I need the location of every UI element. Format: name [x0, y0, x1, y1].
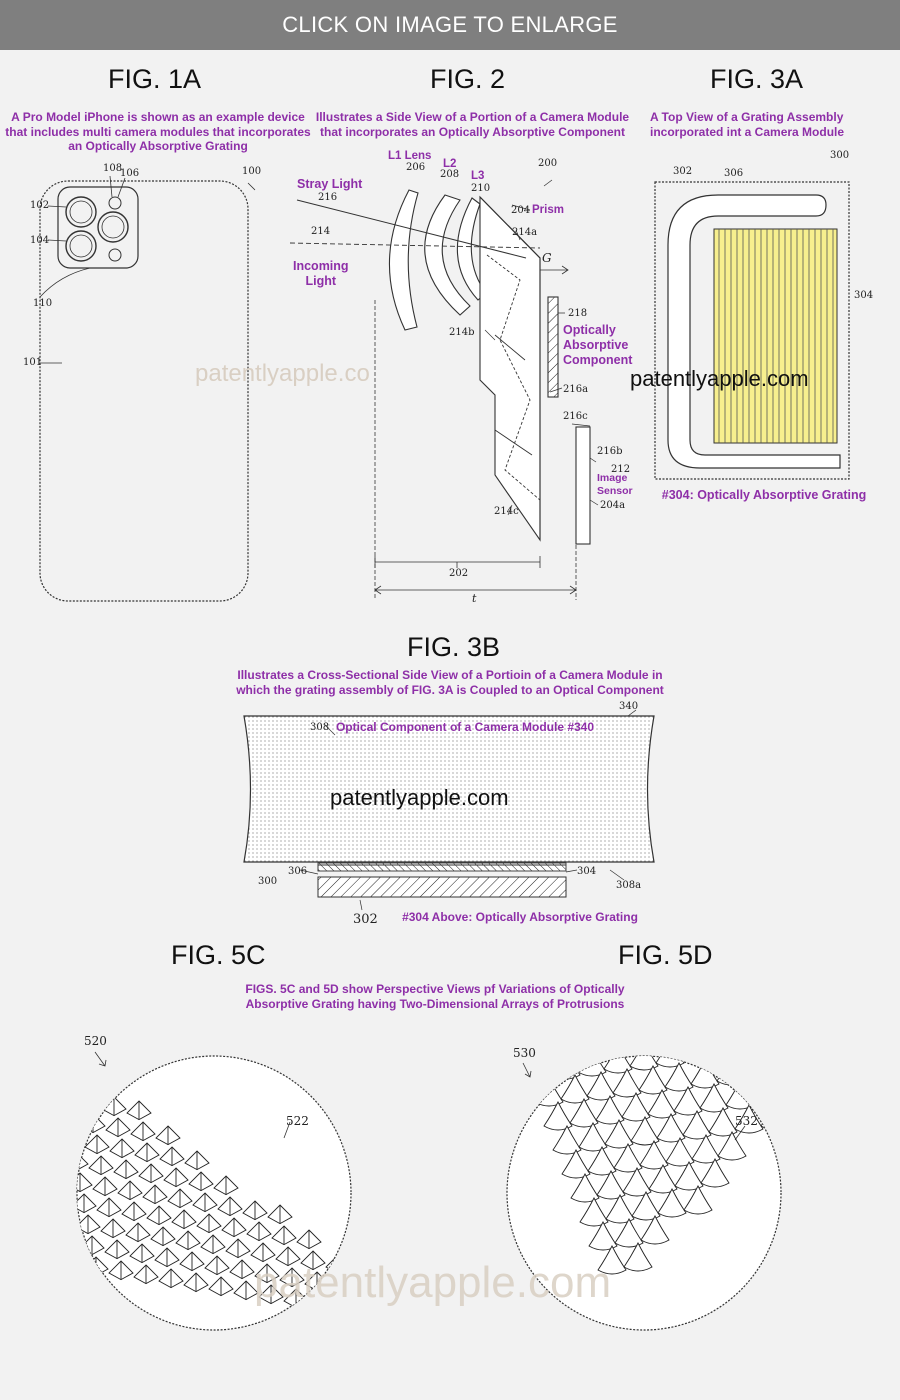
label-optically-absorptive-component — [563, 323, 632, 368]
fig1a-caption-line: A Pro Model iPhone is shown as an example device — [11, 110, 305, 124]
fig5c-title: FIG. 5C — [171, 940, 266, 970]
fig3b-top-label: Optical Component of a Camera Module #340 — [335, 720, 595, 734]
ref-206: 206 — [406, 162, 426, 173]
ref-302-3a: 302 — [673, 166, 693, 177]
fig1a-title: FIG. 1A — [108, 64, 202, 94]
pyramid-protrusion — [48, 1068, 72, 1087]
label-l2: L2 — [443, 158, 457, 170]
pyramid-protrusion — [73, 1072, 97, 1091]
ref-214c: 214c — [494, 506, 519, 517]
ref-202: 202 — [449, 568, 469, 579]
fig2-caption — [315, 110, 630, 139]
ref-200: 200 — [538, 158, 558, 169]
fig5-caption-line: Absorptive Grating having Two-Dimensional Arrays of Protrusions — [245, 996, 625, 1011]
fig3a-caption-line: A Top View of a Grating Assembly — [650, 110, 844, 124]
ref-216a: 216a — [563, 384, 589, 395]
fig3a-caption-line: incorporated int a Camera Module — [650, 124, 845, 139]
fig3b-caption — [230, 668, 670, 697]
cone-protrusion — [682, 1036, 710, 1064]
fig3a-bottom-label: #304: Optically Absorptive Grating — [661, 488, 867, 502]
ref-306-3a: 306 — [724, 168, 744, 179]
fig3b-caption-line: which the grating assembly of FIG. 3A is Coupled to an Optical Component — [236, 682, 664, 697]
ref-t: t — [472, 592, 477, 605]
ref-532: 532 — [735, 1114, 758, 1128]
watermark-4: patentlyapple.com — [254, 1258, 612, 1307]
label-l3: L3 — [471, 170, 485, 182]
ref-218: 218 — [568, 308, 588, 319]
fig3a-grating-drawing — [655, 182, 849, 479]
ref-106: 106 — [120, 168, 140, 179]
cone-protrusion — [778, 1075, 806, 1103]
ref-308: 308 — [310, 722, 330, 733]
fig3b-caption-line: Illustrates a Cross-Sectional Side View of a Portioin of a Camera Module in — [237, 668, 663, 682]
label-sensor-line: Sensor — [597, 484, 633, 497]
ref-304-3a: 304 — [854, 290, 874, 301]
label-oac-line: Absorptive — [563, 338, 629, 352]
watermark-2: patentlyapple.com — [630, 366, 809, 391]
cone-protrusion — [552, 1051, 580, 1079]
fig2-title: FIG. 2 — [430, 64, 506, 94]
pyramid-protrusion — [56, 1110, 80, 1129]
label-l1-lens: L1 Lens — [388, 150, 432, 162]
cone-protrusion — [752, 1078, 780, 1106]
label-incoming-light — [293, 259, 349, 289]
ref-300-3a: 300 — [830, 150, 850, 161]
cone-protrusion — [761, 1102, 789, 1130]
fig2-caption-line: that incorporates an Optically Absorptive Component — [320, 124, 625, 139]
ref-306-3b: 306 — [288, 866, 308, 877]
fig1a-caption-line: an Optically Absorptive Grating — [68, 139, 248, 153]
label-image-sensor — [597, 472, 633, 497]
fig1a-caption-line: that includes multi camera modules that incorporates — [5, 124, 311, 139]
ref-208: 208 — [440, 169, 460, 180]
cone-protrusion — [743, 1054, 771, 1082]
fig1a-phone-drawing — [40, 176, 255, 601]
ref-302-3b: 302 — [353, 912, 378, 927]
ref-g: G — [542, 251, 552, 265]
ref-204: 204 — [511, 205, 531, 216]
fig2-caption-line: Illustrates a Side View of a Portion of a Camera Module — [315, 110, 630, 124]
cone-protrusion — [734, 1030, 762, 1058]
ref-108: 108 — [103, 163, 123, 174]
ref-214a: 214a — [512, 227, 538, 238]
fig3a-caption — [650, 110, 844, 139]
ref-216: 216 — [318, 192, 338, 203]
label-sensor-line: Image — [597, 472, 628, 484]
ref-110: 110 — [33, 298, 53, 309]
pyramid-protrusion — [77, 1093, 101, 1112]
fig1a-caption — [0, 110, 316, 154]
fig3a-title: FIG. 3A — [710, 64, 804, 94]
fig5d-title: FIG. 5D — [618, 940, 713, 970]
cone-protrusion — [760, 1027, 788, 1055]
ref-101: 101 — [23, 357, 43, 368]
pyramid-protrusion — [52, 1089, 76, 1108]
cone-protrusion — [708, 1033, 736, 1061]
ref-216b: 216b — [597, 446, 623, 457]
cone-protrusion — [578, 1048, 606, 1076]
ref-304-3b: 304 — [577, 866, 597, 877]
ref-102: 102 — [30, 200, 50, 211]
label-oac-line: Optically — [563, 323, 616, 337]
ref-522: 522 — [286, 1114, 309, 1128]
watermark-3: patentlyapple.com — [330, 785, 509, 810]
label-incoming-line: Incoming — [293, 259, 349, 273]
label-prism: Prism — [532, 204, 564, 216]
label-incoming-line: Light — [305, 274, 337, 288]
cone-protrusion — [656, 1039, 684, 1067]
ref-212: 212 — [611, 464, 631, 475]
fig3b-bottom-label: #304 Above: Optically Absorptive Grating — [402, 910, 638, 924]
fig2-camera-module-drawing — [290, 180, 598, 600]
enlarge-banner[interactable]: CLICK ON IMAGE TO ENLARGE — [0, 0, 900, 50]
ref-214b: 214b — [449, 327, 475, 338]
ref-300-3b: 300 — [258, 876, 278, 887]
ref-100: 100 — [242, 166, 262, 177]
cone-protrusion — [717, 1057, 745, 1085]
ref-530: 530 — [513, 1046, 536, 1060]
ref-520: 520 — [84, 1034, 107, 1048]
fig5-caption-line: FIGS. 5C and 5D show Perspective Views pf Variations of Optically — [245, 982, 625, 996]
ref-340: 340 — [619, 701, 639, 712]
cone-protrusion — [769, 1051, 797, 1079]
ref-104: 104 — [30, 235, 50, 246]
ref-308a: 308a — [616, 880, 642, 891]
fig5-caption — [210, 982, 660, 1011]
ref-216c: 216c — [563, 411, 588, 422]
label-stray-light: Stray Light — [297, 177, 363, 191]
fig3b-title: FIG. 3B — [407, 632, 501, 662]
ref-214: 214 — [311, 226, 331, 237]
ref-210: 210 — [471, 183, 491, 194]
pyramid-protrusion — [60, 1131, 84, 1150]
watermark-1: patentlyapple.co — [195, 360, 370, 387]
ref-204a: 204a — [600, 500, 626, 511]
label-oac-line: Component — [563, 353, 633, 367]
pyramid-protrusion — [98, 1076, 122, 1095]
